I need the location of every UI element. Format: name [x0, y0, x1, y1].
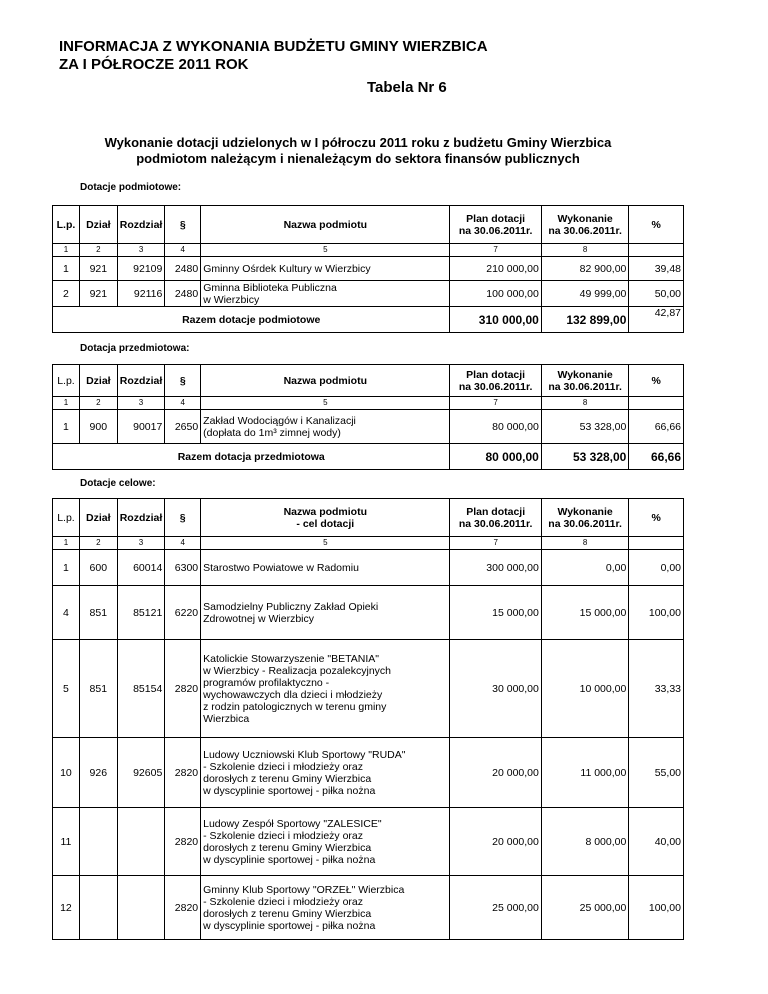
cell-nazwa: Gminna Biblioteka Publiczna w Wierzbicy [201, 281, 450, 307]
cell-lp: 1 [53, 257, 80, 281]
cell-plan: 80 000,00 [450, 410, 541, 444]
index-cell: 8 [541, 537, 628, 550]
col-lp: L.p. [53, 499, 80, 537]
table-row [53, 257, 684, 281]
total-procent: 42,87 [629, 307, 684, 333]
cell-rozdzial: 92109 [117, 257, 165, 281]
cell-paragraf: 2820 [165, 876, 201, 940]
total-plan: 80 000,00 [450, 444, 541, 470]
index-cell: 7 [450, 537, 541, 550]
col-rozdzial: Rozdział [117, 499, 165, 537]
table-row [53, 640, 684, 738]
cell-rozdzial: 90017 [117, 410, 165, 444]
index-cell: 7 [450, 244, 541, 257]
col-nazwa: Nazwa podmiotu [201, 206, 450, 244]
cell-wykonanie: 53 328,00 [541, 410, 629, 444]
cell-nazwa: Katolickie Stowarzyszenie "BETANIA" w Wierzbicy - Realizacja pozalekcyjnych programów profilaktyczno - wychowawczych dla dzieci i młodzieży z rodzin patologicznych w terenu gminy Wierzbica [201, 640, 450, 738]
cell-procent: 100,00 [629, 586, 684, 640]
table-subtitle-line2: podmiotom należącym i nienależącym do sektora finansów publicznych [136, 151, 580, 166]
cell-procent: 66,66 [629, 410, 684, 444]
col-paragraf: § [165, 365, 201, 397]
cell-procent: 40,00 [629, 808, 684, 876]
col-paragraf: § [165, 499, 201, 537]
col-dzial: Dział [79, 206, 117, 244]
index-cell: 5 [201, 537, 450, 550]
cell-nazwa: Samodzielny Publiczny Zakład Opieki Zdrowotnej w Wierzbicy [201, 586, 450, 640]
cell-wykonanie: 8 000,00 [541, 808, 628, 876]
cell-plan: 210 000,00 [450, 257, 541, 281]
cell-plan: 20 000,00 [450, 808, 541, 876]
col-plan: Plan dotacji na 30.06.2011r. [450, 206, 541, 244]
col-rozdzial: Rozdział [117, 206, 165, 244]
table-row [53, 876, 684, 940]
col-wykonanie: Wykonanie na 30.06.2011r. [541, 365, 629, 397]
col-rozdzial: Rozdział [117, 365, 165, 397]
col-procent: % [629, 499, 684, 537]
table-row [53, 281, 684, 307]
cell-rozdzial: 85154 [117, 640, 165, 738]
cell-wykonanie: 0,00 [541, 550, 628, 586]
cell-dzial: 851 [79, 640, 117, 738]
cell-wykonanie: 15 000,00 [541, 586, 628, 640]
col-procent: % [629, 365, 684, 397]
cell-plan: 100 000,00 [450, 281, 541, 307]
cell-wykonanie: 82 900,00 [541, 257, 629, 281]
cell-rozdzial: 92116 [117, 281, 165, 307]
col-dzial: Dział [79, 365, 117, 397]
cell-rozdzial [117, 876, 165, 940]
cell-nazwa: Ludowy Zespół Sportowy "ZALESICE" - Szkolenie dzieci i młodzieży oraz dorosłych z terenu Gminy Wierzbica w dyscyplinie sportowej - piłka nożna [201, 808, 450, 876]
index-cell: 8 [541, 244, 629, 257]
cell-dzial: 600 [79, 550, 117, 586]
cell-dzial [79, 808, 117, 876]
col-plan: Plan dotacji na 30.06.2011r. [450, 499, 541, 537]
cell-paragraf: 2820 [165, 808, 201, 876]
col-nazwa-cel: Nazwa podmiotu - cel dotacji [201, 499, 450, 537]
cell-procent: 33,33 [629, 640, 684, 738]
cell-procent: 0,00 [629, 550, 684, 586]
cell-dzial: 851 [79, 586, 117, 640]
table-number: Tabela Nr 6 [367, 79, 447, 96]
cell-nazwa: Gminny Ośrdek Kultury w Wierzbicy [201, 257, 450, 281]
table-row [53, 808, 684, 876]
index-cell: 1 [53, 244, 80, 257]
table-subtitle-line1: Wykonanie dotacji udzielonych w I półroczu 2011 roku z budżetu Gminy Wierzbica [104, 135, 612, 150]
cell-dzial [79, 876, 117, 940]
cell-paragraf: 2820 [165, 640, 201, 738]
index-cell: 8 [541, 397, 629, 410]
index-cell: 5 [201, 244, 450, 257]
index-cell: 1 [53, 397, 80, 410]
total-procent: 66,66 [629, 444, 684, 470]
cell-rozdzial: 60014 [117, 550, 165, 586]
cell-rozdzial: 85121 [117, 586, 165, 640]
index-cell: 1 [53, 537, 80, 550]
index-cell: 3 [117, 244, 165, 257]
cell-procent: 100,00 [629, 876, 684, 940]
cell-dzial: 921 [79, 281, 117, 307]
report-title-line2: ZA I PÓŁROCZE 2011 ROK [59, 56, 249, 73]
cell-dzial: 900 [79, 410, 117, 444]
index-cell: 2 [79, 244, 117, 257]
cell-paragraf: 6300 [165, 550, 201, 586]
cell-paragraf: 2820 [165, 738, 201, 808]
cell-nazwa: Ludowy Uczniowski Klub Sportowy "RUDA" - Szkolenie dzieci i młodzieży oraz dorosłych z terenu Gminy Wierzbica w dyscyplinie sportowej - piłka nożna [201, 738, 450, 808]
index-cell: 3 [117, 397, 165, 410]
index-cell: 4 [165, 537, 201, 550]
cell-plan: 300 000,00 [450, 550, 541, 586]
total-wykonanie: 132 899,00 [541, 307, 629, 333]
cell-lp: 1 [53, 410, 80, 444]
index-cell: 3 [117, 537, 165, 550]
col-wykonanie: Wykonanie na 30.06.2011r. [541, 206, 629, 244]
total-label: Razem dotacje podmiotowe [53, 307, 450, 333]
col-wykonanie: Wykonanie na 30.06.2011r. [541, 499, 628, 537]
cell-wykonanie: 49 999,00 [541, 281, 629, 307]
col-lp: L.p. [53, 206, 80, 244]
index-cell: 2 [79, 537, 117, 550]
table-przedmiotowa [52, 364, 684, 470]
cell-paragraf: 2650 [165, 410, 201, 444]
cell-rozdzial: 92605 [117, 738, 165, 808]
cell-lp: 1 [53, 550, 80, 586]
cell-paragraf: 6220 [165, 586, 201, 640]
table-row [53, 550, 684, 586]
index-cell: 5 [201, 397, 450, 410]
table-celowe [52, 498, 684, 940]
col-nazwa: Nazwa podmiotu [201, 365, 450, 397]
cell-wykonanie: 11 000,00 [541, 738, 628, 808]
cell-lp: 4 [53, 586, 80, 640]
cell-plan: 20 000,00 [450, 738, 541, 808]
index-cell [629, 397, 684, 410]
cell-dzial: 926 [79, 738, 117, 808]
cell-nazwa: Gminny Klub Sportowy "ORZEŁ" Wierzbica - Szkolenie dzieci i młodzieży oraz dorosłych z terenu Gminy Wierzbica w dyscyplinie sportowej - piłka nożna [201, 876, 450, 940]
total-row [53, 444, 684, 470]
index-cell: 4 [165, 244, 201, 257]
index-cell [629, 244, 684, 257]
section-label-celowe: Dotacje celowe: [80, 478, 156, 489]
cell-wykonanie: 10 000,00 [541, 640, 628, 738]
cell-wykonanie: 25 000,00 [541, 876, 628, 940]
cell-procent: 55,00 [629, 738, 684, 808]
cell-dzial: 921 [79, 257, 117, 281]
cell-paragraf: 2480 [165, 281, 201, 307]
cell-lp: 10 [53, 738, 80, 808]
cell-nazwa: Zakład Wodociągów i Kanalizacji (dopłata do 1m³ zimnej wody) [201, 410, 450, 444]
section-label-podmiotowe: Dotacje podmiotowe: [80, 182, 182, 193]
index-cell: 2 [79, 397, 117, 410]
cell-rozdzial [117, 808, 165, 876]
cell-lp: 11 [53, 808, 80, 876]
cell-paragraf: 2480 [165, 257, 201, 281]
total-wykonanie: 53 328,00 [541, 444, 629, 470]
col-dzial: Dział [79, 499, 117, 537]
total-row [53, 307, 684, 333]
section-label-przedmiotowa: Dotacja przedmiotowa: [80, 343, 190, 354]
cell-nazwa: Starostwo Powiatowe w Radomiu [201, 550, 450, 586]
cell-plan: 15 000,00 [450, 586, 541, 640]
table-row [53, 738, 684, 808]
cell-procent: 50,00 [629, 281, 684, 307]
cell-lp: 5 [53, 640, 80, 738]
cell-procent: 39,48 [629, 257, 684, 281]
col-paragraf: § [165, 206, 201, 244]
table-row [53, 410, 684, 444]
table-podmiotowe [52, 205, 684, 333]
index-cell [629, 537, 684, 550]
col-procent: % [629, 206, 684, 244]
index-cell: 4 [165, 397, 201, 410]
cell-plan: 30 000,00 [450, 640, 541, 738]
cell-lp: 2 [53, 281, 80, 307]
table-row [53, 586, 684, 640]
cell-plan: 25 000,00 [450, 876, 541, 940]
total-plan: 310 000,00 [450, 307, 541, 333]
total-label: Razem dotacja przedmiotowa [53, 444, 450, 470]
index-cell: 7 [450, 397, 541, 410]
cell-lp: 12 [53, 876, 80, 940]
col-lp: L.p. [53, 365, 80, 397]
report-title-line1: INFORMACJA Z WYKONANIA BUDŻETU GMINY WIERZBICA [59, 38, 488, 55]
col-plan: Plan dotacji na 30.06.2011r. [450, 365, 541, 397]
